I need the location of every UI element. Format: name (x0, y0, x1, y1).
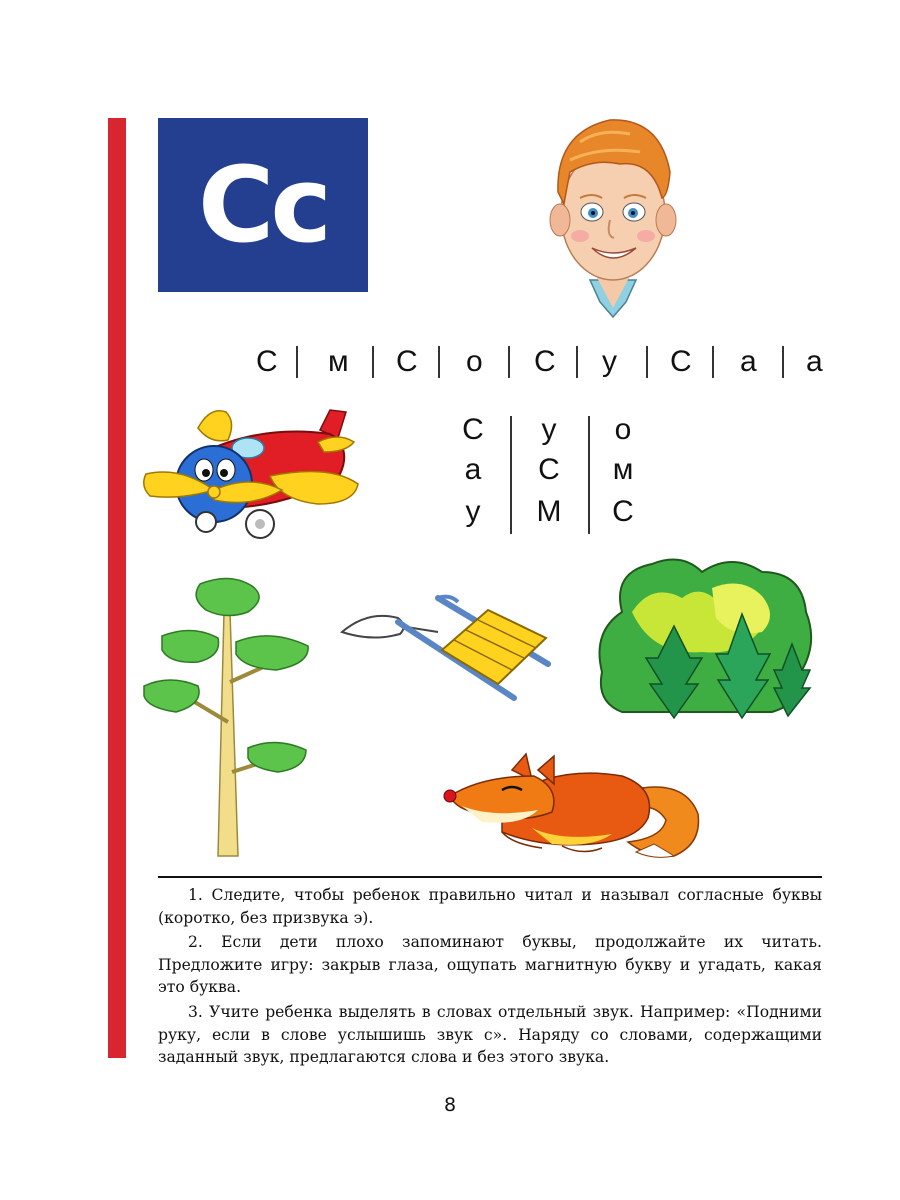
grid-letter: М (536, 495, 562, 528)
syllable-letter: о (466, 345, 483, 378)
grid-letter: С (612, 495, 634, 528)
syllable-grid (448, 410, 648, 534)
page-number: 8 (443, 1094, 457, 1116)
forest-icon (592, 552, 818, 722)
syllable-letter: С (534, 345, 556, 378)
syllable-letter: а (740, 345, 757, 378)
grid-letter: м (612, 453, 634, 486)
separator (712, 346, 714, 378)
letter-heading-box (158, 118, 368, 292)
left-red-stripe (108, 118, 126, 1058)
separator (646, 346, 648, 378)
note-paragraph: 1. Следите, чтобы ребенок правильно читал и называл согласные буквы (коротко, без призвука э). (158, 886, 822, 927)
pine-tree-icon (140, 572, 316, 858)
syllable-letter: а (806, 345, 823, 378)
airplane-icon (140, 404, 370, 548)
syllable-letter: у (602, 345, 617, 378)
separator (508, 346, 510, 378)
sled-icon (338, 590, 564, 710)
syllable-letter: С (670, 345, 692, 378)
notes-divider (158, 876, 822, 878)
grid-divider (510, 416, 512, 534)
grid-letter: а (464, 453, 482, 486)
separator (782, 346, 784, 378)
syllable-letter: С (396, 345, 418, 378)
note-paragraph: 2. Если дети плохо запоминают буквы, продолжайте их читать. Предложите игру: закрыв глаза, ощупать магнитную букву и угадать, какая это буква. (158, 933, 822, 997)
boy-face-icon (540, 112, 686, 324)
separator (438, 346, 440, 378)
syllable-letter: м (328, 345, 349, 378)
grid-divider (588, 416, 590, 534)
syllable-row (248, 340, 838, 384)
grid-letter: у (465, 495, 481, 528)
grid-letter: С (462, 413, 484, 446)
fox-icon (442, 748, 704, 862)
separator (372, 346, 374, 378)
syllable-letter: С (256, 345, 278, 378)
note-paragraph: 3. Учите ребенка выделять в словах отдельный звук. Например: «Подними руку, если в слове услышишь звук с». Наряду со словами, содержащими заданный звук, предлагаются слова и без этого звука. (158, 1002, 822, 1067)
grid-letter: о (614, 413, 632, 446)
grid-letter: у (541, 413, 557, 446)
teacher-notes (158, 884, 822, 1071)
grid-letter: С (538, 453, 560, 486)
separator (576, 346, 578, 378)
letter-heading: Cc (198, 144, 328, 266)
separator (296, 346, 298, 378)
